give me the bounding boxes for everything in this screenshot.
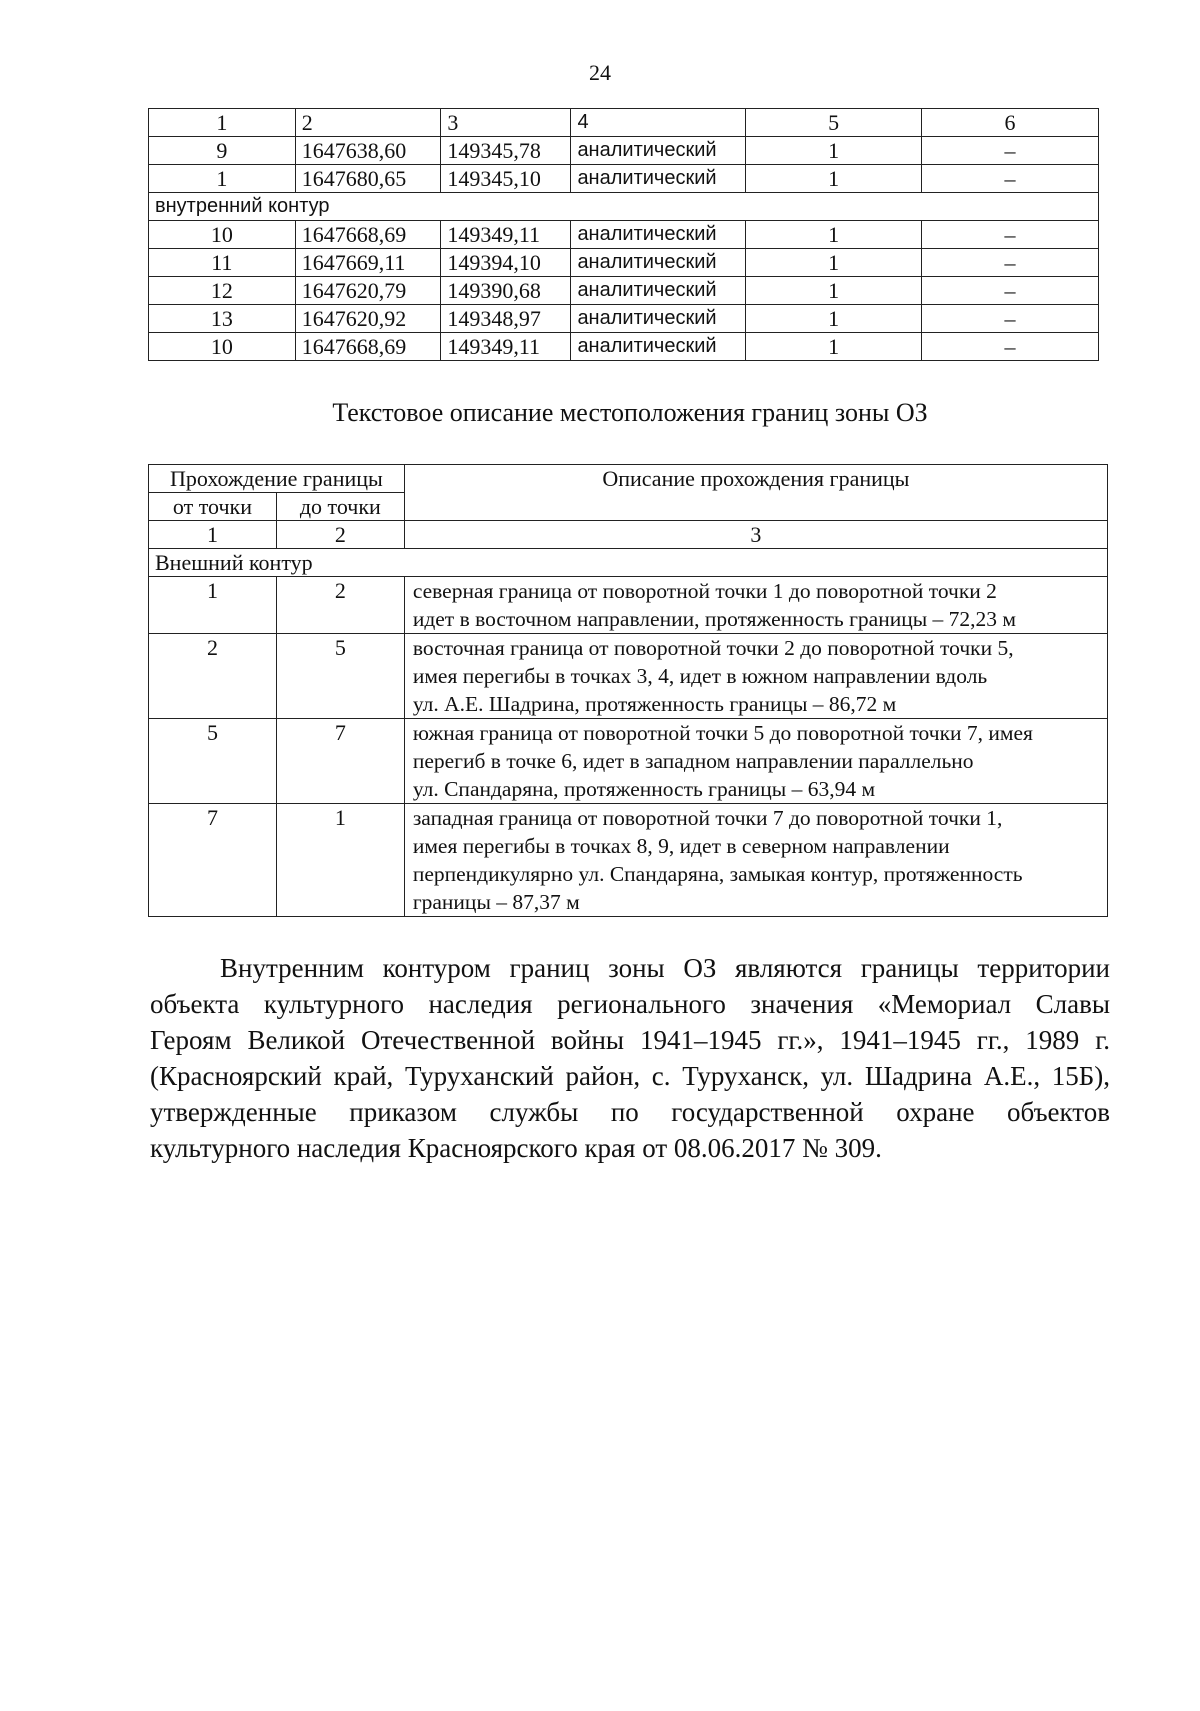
- method-cell: аналитический: [571, 221, 746, 249]
- description-line: ул. Спандаряна, протяженность границы – 63,94 м: [412, 777, 876, 801]
- description-cell: –: [922, 137, 1099, 165]
- page-number: 24: [589, 60, 611, 85]
- paragraph-line: Героям Великой Отечественной войны 1941–1945 гг.», 1941–1945 гг., 1989 г.: [150, 1025, 1110, 1055]
- y-coordinate-cell: 149349,11: [441, 333, 571, 361]
- method-cell: 4: [571, 109, 746, 137]
- point-number-cell: 1: [149, 165, 296, 193]
- description-line: северная граница от поворотной точки 1 до поворотной точки 2: [412, 579, 997, 603]
- inner-contour-row: [149, 193, 1099, 221]
- method-cell: аналитический: [571, 333, 746, 361]
- y-coordinate-cell: 3: [441, 109, 571, 137]
- inner-contour-label: внутренний контур: [149, 193, 1099, 221]
- desc-number-row: [149, 521, 1108, 549]
- boundary-row: [149, 719, 1108, 804]
- from-point-cell: 1: [149, 577, 277, 634]
- coords-row: [149, 277, 1099, 305]
- to-point-cell: 7: [276, 719, 404, 804]
- paragraph-line: культурного наследия Красноярского края от 08.06.2017 № 309.: [150, 1133, 882, 1163]
- y-coordinate-cell: 149348,97: [441, 305, 571, 333]
- point-number-cell: 13: [149, 305, 296, 333]
- boundary-description-cell: [404, 634, 1107, 719]
- accuracy-cell: 1: [746, 305, 922, 333]
- description-line: идет в восточном направлении, протяженность границы – 72,23 м: [412, 607, 1017, 631]
- coordinates-table: [148, 108, 1099, 361]
- description-cell: 6: [922, 109, 1099, 137]
- description-line: границы – 87,37 м: [412, 890, 580, 914]
- boundary-description-cell: [404, 719, 1107, 804]
- col-number: 3: [404, 521, 1107, 549]
- method-cell: аналитический: [571, 137, 746, 165]
- point-number-cell: 12: [149, 277, 296, 305]
- point-number-cell: 1: [149, 109, 296, 137]
- point-number-cell: 10: [149, 333, 296, 361]
- from-point-cell: 5: [149, 719, 277, 804]
- x-coordinate-cell: 1647668,69: [295, 333, 441, 361]
- col-number: 2: [276, 521, 404, 549]
- section-title: Текстовое описание местоположения границ зоны ОЗ: [332, 398, 928, 427]
- accuracy-cell: 1: [746, 137, 922, 165]
- outer-contour-label: Внешний контур: [149, 549, 1108, 577]
- description-line: перпендикулярно ул. Спандаряна, замыкая контур, протяженность: [412, 862, 1023, 886]
- header-description: Описание прохождения границы: [404, 465, 1107, 521]
- paragraph-line: утвержденные приказом службы по государственной охране объектов: [150, 1097, 1110, 1127]
- desc-header-row: [149, 465, 1108, 493]
- method-cell: аналитический: [571, 249, 746, 277]
- x-coordinate-cell: 1647620,79: [295, 277, 441, 305]
- coords-row: [149, 249, 1099, 277]
- accuracy-cell: 1: [746, 277, 922, 305]
- accuracy-cell: 1: [746, 221, 922, 249]
- description-line: ул. А.Е. Шадрина, протяженность границы – 86,72 м: [412, 692, 897, 716]
- description-line: восточная граница от поворотной точки 2 до поворотной точки 5,: [412, 636, 1014, 660]
- accuracy-cell: 1: [746, 165, 922, 193]
- x-coordinate-cell: 2: [295, 109, 441, 137]
- boundary-row: [149, 804, 1108, 917]
- description-line: имея перегибы в точках 8, 9, идет в северном направлении: [412, 834, 950, 858]
- y-coordinate-cell: 149349,11: [441, 221, 571, 249]
- method-cell: аналитический: [571, 277, 746, 305]
- y-coordinate-cell: 149390,68: [441, 277, 571, 305]
- boundary-row: [149, 634, 1108, 719]
- y-coordinate-cell: 149394,10: [441, 249, 571, 277]
- description-cell: –: [922, 305, 1099, 333]
- paragraph-line: объекта культурного наследия регионального значения «Мемориал Славы: [150, 989, 1110, 1019]
- y-coordinate-cell: 149345,78: [441, 137, 571, 165]
- coords-row: [149, 137, 1099, 165]
- coords-row: [149, 165, 1099, 193]
- from-point-cell: 2: [149, 634, 277, 719]
- x-coordinate-cell: 1647669,11: [295, 249, 441, 277]
- body-paragraph: [150, 950, 1110, 1166]
- x-coordinate-cell: 1647680,65: [295, 165, 441, 193]
- header-boundary-passage: Прохождение границы: [149, 465, 405, 493]
- boundary-description-table: [148, 464, 1108, 917]
- description-cell: –: [922, 165, 1099, 193]
- coords-row: [149, 221, 1099, 249]
- to-point-cell: 1: [276, 804, 404, 917]
- coords-header-row: [149, 109, 1099, 137]
- to-point-cell: 2: [276, 577, 404, 634]
- boundary-description-cell: [404, 804, 1107, 917]
- description-line: перегиб в точке 6, идет в западном направлении параллельно: [412, 749, 974, 773]
- x-coordinate-cell: 1647668,69: [295, 221, 441, 249]
- description-line: западная граница от поворотной точки 7 до поворотной точки 1,: [412, 806, 1003, 830]
- paragraph-line: Внутренним контуром границ зоны ОЗ являются границы территории: [220, 953, 1110, 983]
- x-coordinate-cell: 1647638,60: [295, 137, 441, 165]
- coords-row: [149, 305, 1099, 333]
- description-cell: –: [922, 333, 1099, 361]
- boundary-row: [149, 577, 1108, 634]
- y-coordinate-cell: 149345,10: [441, 165, 571, 193]
- header-to-point: до точки: [276, 493, 404, 521]
- boundary-description-cell: [404, 577, 1107, 634]
- coords-row: [149, 333, 1099, 361]
- to-point-cell: 5: [276, 634, 404, 719]
- method-cell: аналитический: [571, 165, 746, 193]
- outer-contour-row: [149, 549, 1108, 577]
- from-point-cell: 7: [149, 804, 277, 917]
- point-number-cell: 10: [149, 221, 296, 249]
- header-from-point: от точки: [149, 493, 277, 521]
- point-number-cell: 11: [149, 249, 296, 277]
- point-number-cell: 9: [149, 137, 296, 165]
- description-cell: –: [922, 221, 1099, 249]
- description-line: имея перегибы в точках 3, 4, идет в южном направлении вдоль: [412, 664, 988, 688]
- paragraph-line: (Красноярский край, Туруханский район, с. Туруханск, ул. Шадрина А.Е., 15Б),: [150, 1061, 1110, 1091]
- description-cell: –: [922, 277, 1099, 305]
- col-number: 1: [149, 521, 277, 549]
- x-coordinate-cell: 1647620,92: [295, 305, 441, 333]
- description-cell: –: [922, 249, 1099, 277]
- method-cell: аналитический: [571, 305, 746, 333]
- description-line: южная граница от поворотной точки 5 до поворотной точки 7, имея: [412, 721, 1033, 745]
- accuracy-cell: 5: [746, 109, 922, 137]
- accuracy-cell: 1: [746, 333, 922, 361]
- accuracy-cell: 1: [746, 249, 922, 277]
